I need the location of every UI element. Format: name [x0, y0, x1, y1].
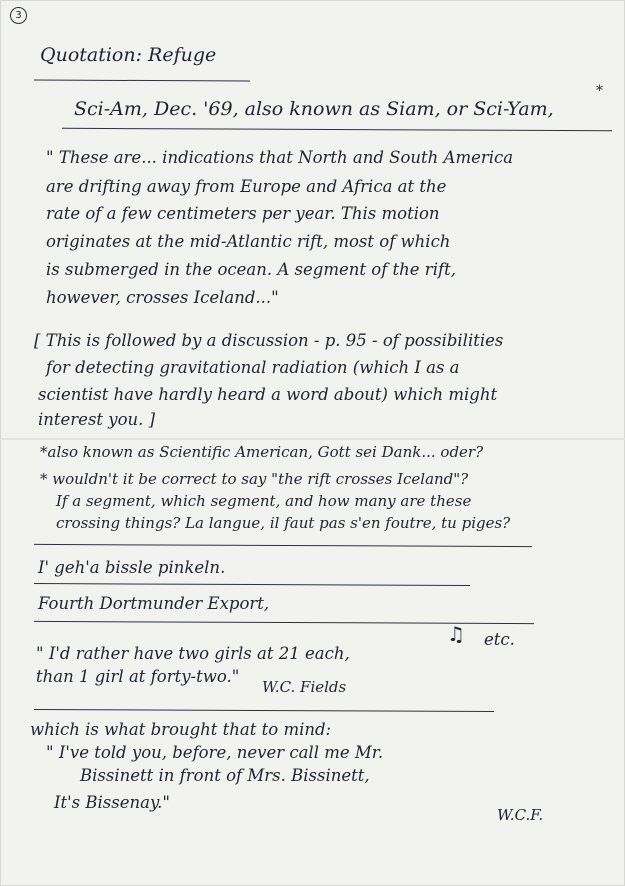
footnote-line: *also known as Scientific American, Gott sei Dank... oder?: [40, 443, 484, 461]
source-line: Sci-Am, Dec. '69, also known as Siam, or Sci-Yam,: [74, 98, 554, 120]
fold-crease: [0, 438, 625, 440]
closing-line: It's Bissenay.": [54, 793, 170, 812]
fields-quote-line: than 1 girl at forty-two.": [36, 667, 240, 686]
quote-line: " These are... indications that North and South America: [46, 148, 514, 167]
pinkeln-line: I' geh'a bissle pinkeln.: [38, 558, 226, 577]
footnote-line: crossing things? La langue, il faut pas s'en foutre, tu piges?: [56, 514, 511, 532]
title-underline: [34, 80, 250, 82]
quote-line: originates at the mid-Atlantic rift, most of which: [46, 232, 451, 251]
bracket-note-line: scientist have hardly heard a word about) which might: [38, 385, 498, 404]
quote-line: rate of a few centimeters per year. This motion: [46, 204, 440, 223]
footnote-line: If a segment, which segment, and how many are these: [56, 492, 472, 510]
bracket-note-line: interest you. ]: [38, 410, 156, 429]
fields-quote-line: " I'd rather have two girls at 21 each,: [36, 644, 350, 663]
bracket-note-line: [ This is followed by a discussion - p. 95 - of possibilities: [34, 331, 504, 350]
music-notes-icon: ♫: [447, 622, 465, 646]
quote-line: are drifting away from Europe and Africa at the: [46, 177, 447, 196]
footnote-line: * wouldn't it be correct to say "the rift crosses Iceland"?: [40, 470, 469, 488]
closing-line: which is what brought that to mind:: [30, 720, 332, 739]
quote-line: is submerged in the ocean. A segment of the rift,: [46, 260, 456, 279]
etc-text: etc.: [484, 630, 515, 649]
quote-line: however, crosses Iceland...": [46, 288, 279, 307]
page-title: Quotation: Refuge: [40, 44, 217, 66]
fields-attribution: W.C. Fields: [262, 678, 347, 696]
bracket-note-line: for detecting gravitational radiation (which I as a: [46, 358, 460, 377]
separator-line: [34, 709, 494, 712]
page-number: 3: [10, 7, 27, 24]
closing-line: Bissinett in front of Mrs. Bissinett,: [80, 766, 370, 785]
closing-attribution: W.C.F.: [497, 806, 544, 824]
source-asterisk: *: [596, 83, 603, 99]
export-line: Fourth Dortmunder Export,: [38, 594, 270, 613]
separator-line: [34, 544, 532, 548]
separator-line: [34, 583, 470, 586]
source-underline: [62, 128, 612, 132]
closing-line: " I've told you, before, never call me Mr.: [46, 743, 384, 762]
